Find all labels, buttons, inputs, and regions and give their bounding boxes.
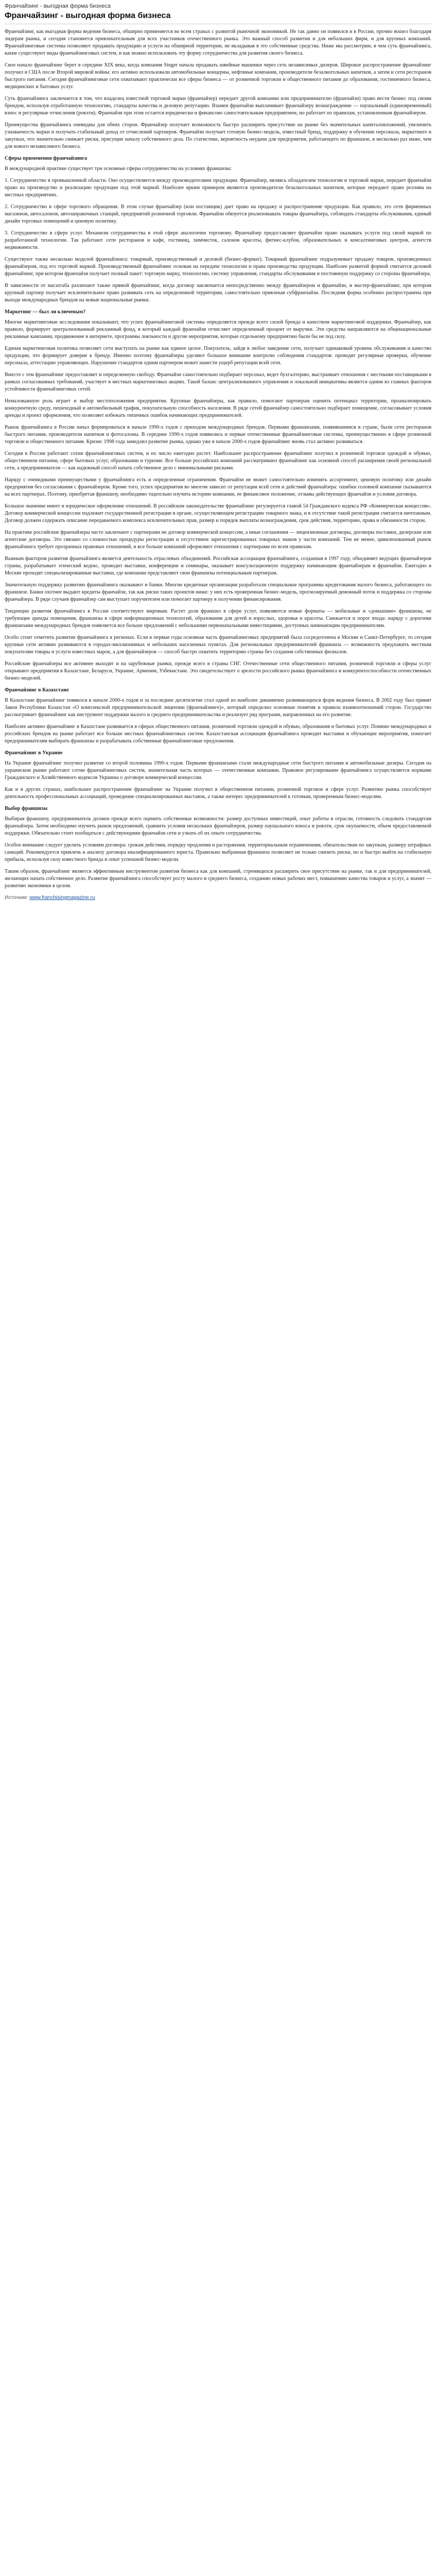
paragraph: 2. Сотрудничество в сфере торгового обращения. В этом случае франчайзер (или поставщик) дает право на продажу и распространение продукции. Как правило, это сети фирменных магазинов, автосалонов, автозаправочных станций, предприятий розничной торговли. Франчайзи обязуется реализовывать товары франчайзера, соблюдать стандарты обслуживания, единый дизайн торговых помещений и ценовую политику. bbox=[5, 204, 431, 224]
paragraph: Российские франчайзеры все активнее выходят и на зарубежные рынки, прежде всего в страны СНГ. Отечественные сети общественного питания, розничной торговли и сферы услуг открывают предприятия в Казахстане, Беларуси, Украине, Армении, Узбекистане. Это свидетельствует о зрелости российского рынка франчайзинга и конкурентоспособности отечественных бизнес-моделей. bbox=[5, 661, 431, 681]
paragraph: 3. Сотрудничество в сфере услуг. Механизм сотрудничества в этой сфере аналогичен торговому. Франчайзер предоставляет франчайзи право оказывать услуги под своей маркой по разработанной технологии. Так работают сети ресторанов и кафе, гостиниц, химчисток, салонов красоты, фитнес-клубов, образовательных и консалтинговых центров, агентств недвижимости. bbox=[5, 230, 431, 250]
paragraph: Таким образом, франчайзинг является эффективным инструментом развития бизнеса как для компаний, стремящихся расширить свое присутствие на рынке, так и для предпринимателей, желающих начать собственное дело. Развитие франчайзинга способствует росту малого и среднего бизнеса, созданию новых рабочих мест, повышению качества товаров и услуг, а значит — развитию экономики в целом. bbox=[5, 869, 431, 889]
paragraph: Единая маркетинговая политика позволяет сети выступать на рынке как единое целое. Покупатель, зайдя в любое заведение сети, получает одинаковый уровень обслуживания и качество продукции, что формирует доверие к бренду. Именно поэтому франчайзеры уделяют большое внимание контролю соблюдения стандартов: проводят регулярные проверки, обучение персонала, аттестацию управляющих. Нарушение стандартов одним партнером может нанести ущерб репутации всей сети. bbox=[5, 346, 431, 366]
paragraph: Выбирая франшизу, предприниматель должен прежде всего оценить собственные возможности: размер доступных инвестиций, опыт работы в отрасли, готовность следовать стандартам франчайзера. Затем необходимо изучить рынок предложений, сравнить условия нескольких франчайзеров, размер паушального взноса и роялти, срок окупаемости, объем предоставляемой поддержки. Обязательно стоит пообщаться с действующими франчайзи сети и узнать об их опыте сотрудничества. bbox=[5, 816, 431, 836]
paragraph: 1. Сотрудничество в промышленной области. Оно осуществляется между производителями продукции. Франчайзер, являясь обладателем технологии и торговой марки, передает франчайзи право на производство и реализацию продукции под этой маркой. Наиболее ярким примером являются производители безалкогольных напитков, которые передают право розлива на местных предприятиях. bbox=[5, 178, 431, 198]
paragraph: Многие маркетинговые исследования показывают, что успех франчайзинговой системы определяется прежде всего силой бренда и качеством маркетинговой поддержки. Франчайзер, как правило, формирует централизованный рекламный фонд, в который каждый франчайзи отчисляет определенный процент от выручки. Эти средства направляются на общенациональные рекламные кампании, продвижение в интернете, программы лояльности и другие мероприятия, которые отдельному предприятию были бы не под силу. bbox=[5, 319, 431, 340]
paragraph: Особое внимание следует уделить условиям договора: срокам действия, порядку продления и расторжения, территориальным ограничениям, обязательствам по закупкам, размеру штрафных санкций. Рекомендуется привлечь к анализу договора квалифицированного юриста. Правильно выбранная франшиза позволяет не только снизить риски, но и быстро выйти на стабильную прибыль, используя силу известного бренда и опыт успешной бизнес-модели. bbox=[5, 842, 431, 862]
paragraph: Тенденции развития франчайзинга в России соответствуют мировым. Растет доля франшиз в сфере услуг, появляются новые форматы — мобильные и «домашние» франшизы, не требующие аренды помещения, франшизы в сфере информационных технологий, образования для детей и взрослых, здоровья и красоты. Снижается и порог входа: наряду с дорогими франшизами международных брендов появляется все больше предложений с небольшими первоначальными инвестициями, доступных начинающим предпринимателям. bbox=[5, 608, 431, 629]
paragraph: Наряду с очевидными преимуществами у франчайзинга есть и определенные ограничения. Франчайзи не может самостоятельно изменять ассортимент, ценовую политику или дизайн предприятия без согласования с франчайзером. Кроме того, успех предприятия во многом зависит от репутации всей сети и действий франчайзера: ошибки головной компании сказываются на всех партнерах. Поэтому, приобретая франшизу, необходимо тщательно изучить историю компании, ее финансовое положение, отзывы действующих франчайзи и условия договора. bbox=[5, 477, 431, 497]
paragraph: На практике российские франчайзеры часто заключают с партнерами не договор коммерческой концессии, а иные соглашения — лицензионные договоры, договоры поставки, дилерские или агентские договоры. Это связано со сложностью процедуры регистрации и отсутствием зарегистрированных товарных знаков у части компаний. Тем не менее, цивилизованный рынок франчайзинга требует прозрачных правовых отношений, и все больше компаний оформляют отношения с партнерами по всем правилам. bbox=[5, 530, 431, 550]
paragraph: В Казахстане франчайзинг появился в начале 2000-х годов и за последнее десятилетие стал одной из наиболее динамично развивающихся форм ведения бизнеса. В 2002 году был принят Закон Республики Казахстан «О комплексной предпринимательской лицензии (франчайзинге)», который определил основные понятия и правила взаимоотношений сторон. Государство рассматривает франчайзинг как инструмент поддержки малого и среднего предпринимательства и реализует ряд программ, направленных на его развитие. bbox=[5, 698, 431, 718]
section-heading: Франчайзинг в Казахстане bbox=[5, 687, 69, 693]
paragraph: Свое начало франчайзинг берет в середине XIX века, когда компания Singer начала продавать швейные машинки через сеть независимых дилеров. Широкое распространение франчайзинг получил в США после Второй мировой войны: его активно использовали автомобильные концерны, нефтяные компании, производители безалкогольных напитков, а затем и сети ресторанов быстрого питания. Сегодня франчайзинговые сети охватывают практически все сферы бизнеса — от розничной торговли и общественного питания до образования, гостиничного бизнеса, медицинских и бытовых услуг. bbox=[5, 62, 431, 90]
paragraph: На Украине франчайзинг получил развитие со второй половины 1990-х годов. Первыми франшизами стали международные сети быстрого питания и автомобильные дилеры. Сегодня на украинском рынке работают сотни франчайзинговых систем, значительная часть которых — отечественные компании. Правовое регулирование франчайзинга осуществляется нормами Гражданского и Хозяйственного кодексов Украины о договоре коммерческой концессии. bbox=[5, 760, 431, 781]
page bbox=[0, 0, 436, 906]
paragraph: Как и в других странах, наибольшее распространение франчайзинг на Украине получил в общественном питании, розничной торговле и сфере услуг. Развитию рынка способствует деятельность профессиональных ассоциаций, проведение специализированных выставок, а также интерес предпринимателей к готовым, проверенным бизнес-моделям. bbox=[5, 787, 431, 800]
source-label: Источник: bbox=[5, 895, 30, 901]
paragraph: Рынок франчайзинга в России начал формироваться в начале 1990-х годов с приходом международных брендов. Первыми франшизами, появившимися в стране, были сети ресторанов быстрого питания, производители напитков и фотосалоны. В середине 1990-х годов появились и первые отечественные франчайзинговые системы, преимущественно в сфере розничной торговли и общественного питания. Кризис 1998 года замедлил развитие рынка, однако уже в начале 2000-х годов франчайзинг вновь стал активно развиваться. bbox=[5, 425, 431, 445]
section-heading: Сферы применения франчайзинга bbox=[5, 156, 88, 161]
section-heading: Маркетинг — был ли ключевым? bbox=[5, 309, 86, 315]
section-heading: Выбор франшизы bbox=[5, 806, 48, 811]
paragraph: Наиболее активно франчайзинг в Казахстане развивается в сферах общественного питания, розничной торговли одеждой и обувью, образования и бытовых услуг. Помимо международных и российских брендов на рынке работает все больше местных франчайзинговых систем. Казахстанская ассоциация франчайзинга проводит выставки и обучающие мероприятия, помогает предпринимателям выбирать франшизы и разрабатывать собственные франчайзинговые предложения. bbox=[5, 724, 431, 744]
paragraph: Сегодня в России работают сотни франчайзинговых систем, и их число ежегодно растет. Наибольшее распространение франчайзинг получил в розничной торговле одеждой и обувью, общественном питании, сфере бытовых услуг, образовании и туризме. Все больше российских компаний рассматривают франчайзинг как основной способ расширения своей региональной сети, а предприниматели — как надежный способ начать собственное дело с минимальными рисками. bbox=[5, 451, 431, 471]
paragraph: Вместе с тем франчайзинг предоставляет и определенную свободу. Франчайзи самостоятельно подбирает персонал, ведет бухгалтерию, выстраивает отношения с местными поставщиками в рамках согласованных требований, участвует в местных маркетинговых акциях. Такой баланс централизованного управления и локальной инициативы является одним из главных факторов устойчивости франчайзинговых сетей. bbox=[5, 372, 431, 392]
paragraph: Суть франчайзинга заключается в том, что владелец известной торговой марки (франчайзер) передает другой компании или предпринимателю (франчайзи) право вести бизнес под своим брендом, используя отработанную технологию, стандарты качества и деловую репутацию. Взамен франчайзи выплачивает франчайзеру вознаграждение — паушальный (единовременный) взнос и регулярные отчисления (роялти). Франчайзи при этом остается юридически и финансово самостоятельным предприятием, но работает по правилам, установленным франчайзером. bbox=[5, 96, 431, 116]
paragraph: Существуют также несколько моделей франчайзинга: товарный, производственный и деловой (бизнес-формат). Товарный франчайзинг подразумевает продажу товаров, произведенных франчайзером, под его торговой маркой. Производственный франчайзинг основан на передаче технологии и права производства продукции. Наиболее развитой формой считается деловой франчайзинг, при котором франчайзи получает полный пакет: торговую марку, технологию, систему управления, стандарты обслуживания и постоянную поддержку со стороны франчайзера. bbox=[5, 257, 431, 277]
source-link[interactable]: www.franchisingmagazine.ru bbox=[29, 895, 95, 901]
page-title: Франчайзинг - выгодная форма бизнеса bbox=[5, 11, 171, 20]
paragraph: Немаловажную роль играет и выбор местоположения предприятия. Крупные франчайзеры, как правило, помогают партнерам оценить потенциал территории, проанализировать конкурентную среду, пешеходный и автомобильный трафик, покупательную способность населения. В ряде сетей франчайзер самостоятельно подбирает помещение, согласовывает условия аренды и проект оформления, что позволяет избежать типичных ошибок начинающих предпринимателей. bbox=[5, 398, 431, 418]
breadcrumb: Франчайзинг - выгодная форма бизнеса bbox=[5, 3, 111, 9]
paragraph: Большое значение имеет и юридическое оформление отношений. В российском законодательстве франчайзинг регулируется главой 54 Гражданского кодекса РФ «Коммерческая концессия». Договор коммерческой концессии подлежит государственной регистрации в органе, осуществляющем регистрацию товарного знака, и в отсутствие такой регистрации считается ничтожным. Договор должен содержать описание передаваемого комплекса исключительных прав, размер и порядок выплаты вознаграждения, срок действия, территорию, права и обязанности сторон. bbox=[5, 503, 431, 523]
paragraph: Франчайзинг, как выгодная форма ведения бизнеса, обширно применяется во всем странах с развитой рыночной экономикой. Не так давно он появился и в России, прочно вошел благодаря лидерам рынка, и сегодня становится привлекательным для всех участников отечественного рынка. Это важный способ развития и для небольших фирм, и для крупных компаний. Франчайзинговые системы позволяют продавать продукцию и услуги на обширной территории, не вкладывая в это собственные средства. Ниже мы рассмотрим, в чем суть франчайзинга, какие существуют виды франчайзинговых систем, и как можно использовать эту форму сотрудничества для развития своего бизнеса. bbox=[5, 29, 431, 56]
article-footer bbox=[5, 895, 431, 901]
paragraph: Важным фактором развития франчайзинга является деятельность отраслевых объединений. Российская ассоциация франчайзинга, созданная в 1997 году, объединяет ведущих франчайзеров страны, разрабатывает этический кодекс, проводит выставки, конференции и семинары, оказывает консультационную поддержку начинающим франчайзерам и франчайзи. Ежегодно в Москве проходят специализированные выставки, где компании представляют свои франшизы потенциальным партнерам. bbox=[5, 556, 431, 576]
section-heading: Франчайзинг в Украине bbox=[5, 750, 63, 756]
article-body bbox=[5, 28, 431, 890]
paragraph: Преимущества франчайзинга очевидны для обеих сторон. Франчайзер получает возможность быстро расширить присутствие на рынке без значительных капиталовложений, увеличить узнаваемость марки и получать стабильный доход от отчислений партнеров. Франчайзи получает готовую бизнес-модель, известный бренд, поддержку в обучении персонала, маркетинге и закупках, что значительно снижает риски, присущие началу собственного дела. По статистике, вероятность неудачи для предприятия, работающего по франшизе, в несколько раз ниже, чем для нового независимого бизнеса. bbox=[5, 122, 431, 149]
paragraph: Значительную поддержку развитию франчайзинга оказывают и банки. Многие кредитные организации разработали специальные программы кредитования малого бизнеса, работающего по франшизе. Банки охотнее выдают кредиты франчайзи, так как риски таких проектов ниже: у них есть проверенная бизнес-модель, прогнозируемый денежный поток и поддержка со стороны франчайзера. В ряде случаев франчайзер сам выступает поручителем или помогает партнеру в получении финансирования. bbox=[5, 582, 431, 602]
paragraph: В международной практике существует три основные сферы сотрудничества на условиях франшизы: bbox=[5, 166, 232, 172]
paragraph: В зависимости от масштаба различают также прямой франчайзинг, когда договор заключается непосредственно между франчайзером и франчайзи, и мастер-франчайзинг, при котором крупный партнер получает исключительное право развивать сеть на определенной территории, самостоятельно привлекая субфранчайзи. Последняя форма особенно распространена при выходе международных брендов на новые национальные рынки. bbox=[5, 283, 431, 303]
paragraph: Особо стоит отметить развитие франчайзинга в регионах. Если в первые годы основная часть франчайзинговых предприятий была сосредоточена в Москве и Санкт-Петербурге, то сегодня крупные сети активно развиваются в городах-миллионниках и небольших населенных пунктах. Для региональных предпринимателей франшиза — возможность предложить местным покупателям товары и услуги известных марок, а для франчайзеров — способ быстро охватить территорию страны без создания собственных филиалов. bbox=[5, 635, 431, 655]
